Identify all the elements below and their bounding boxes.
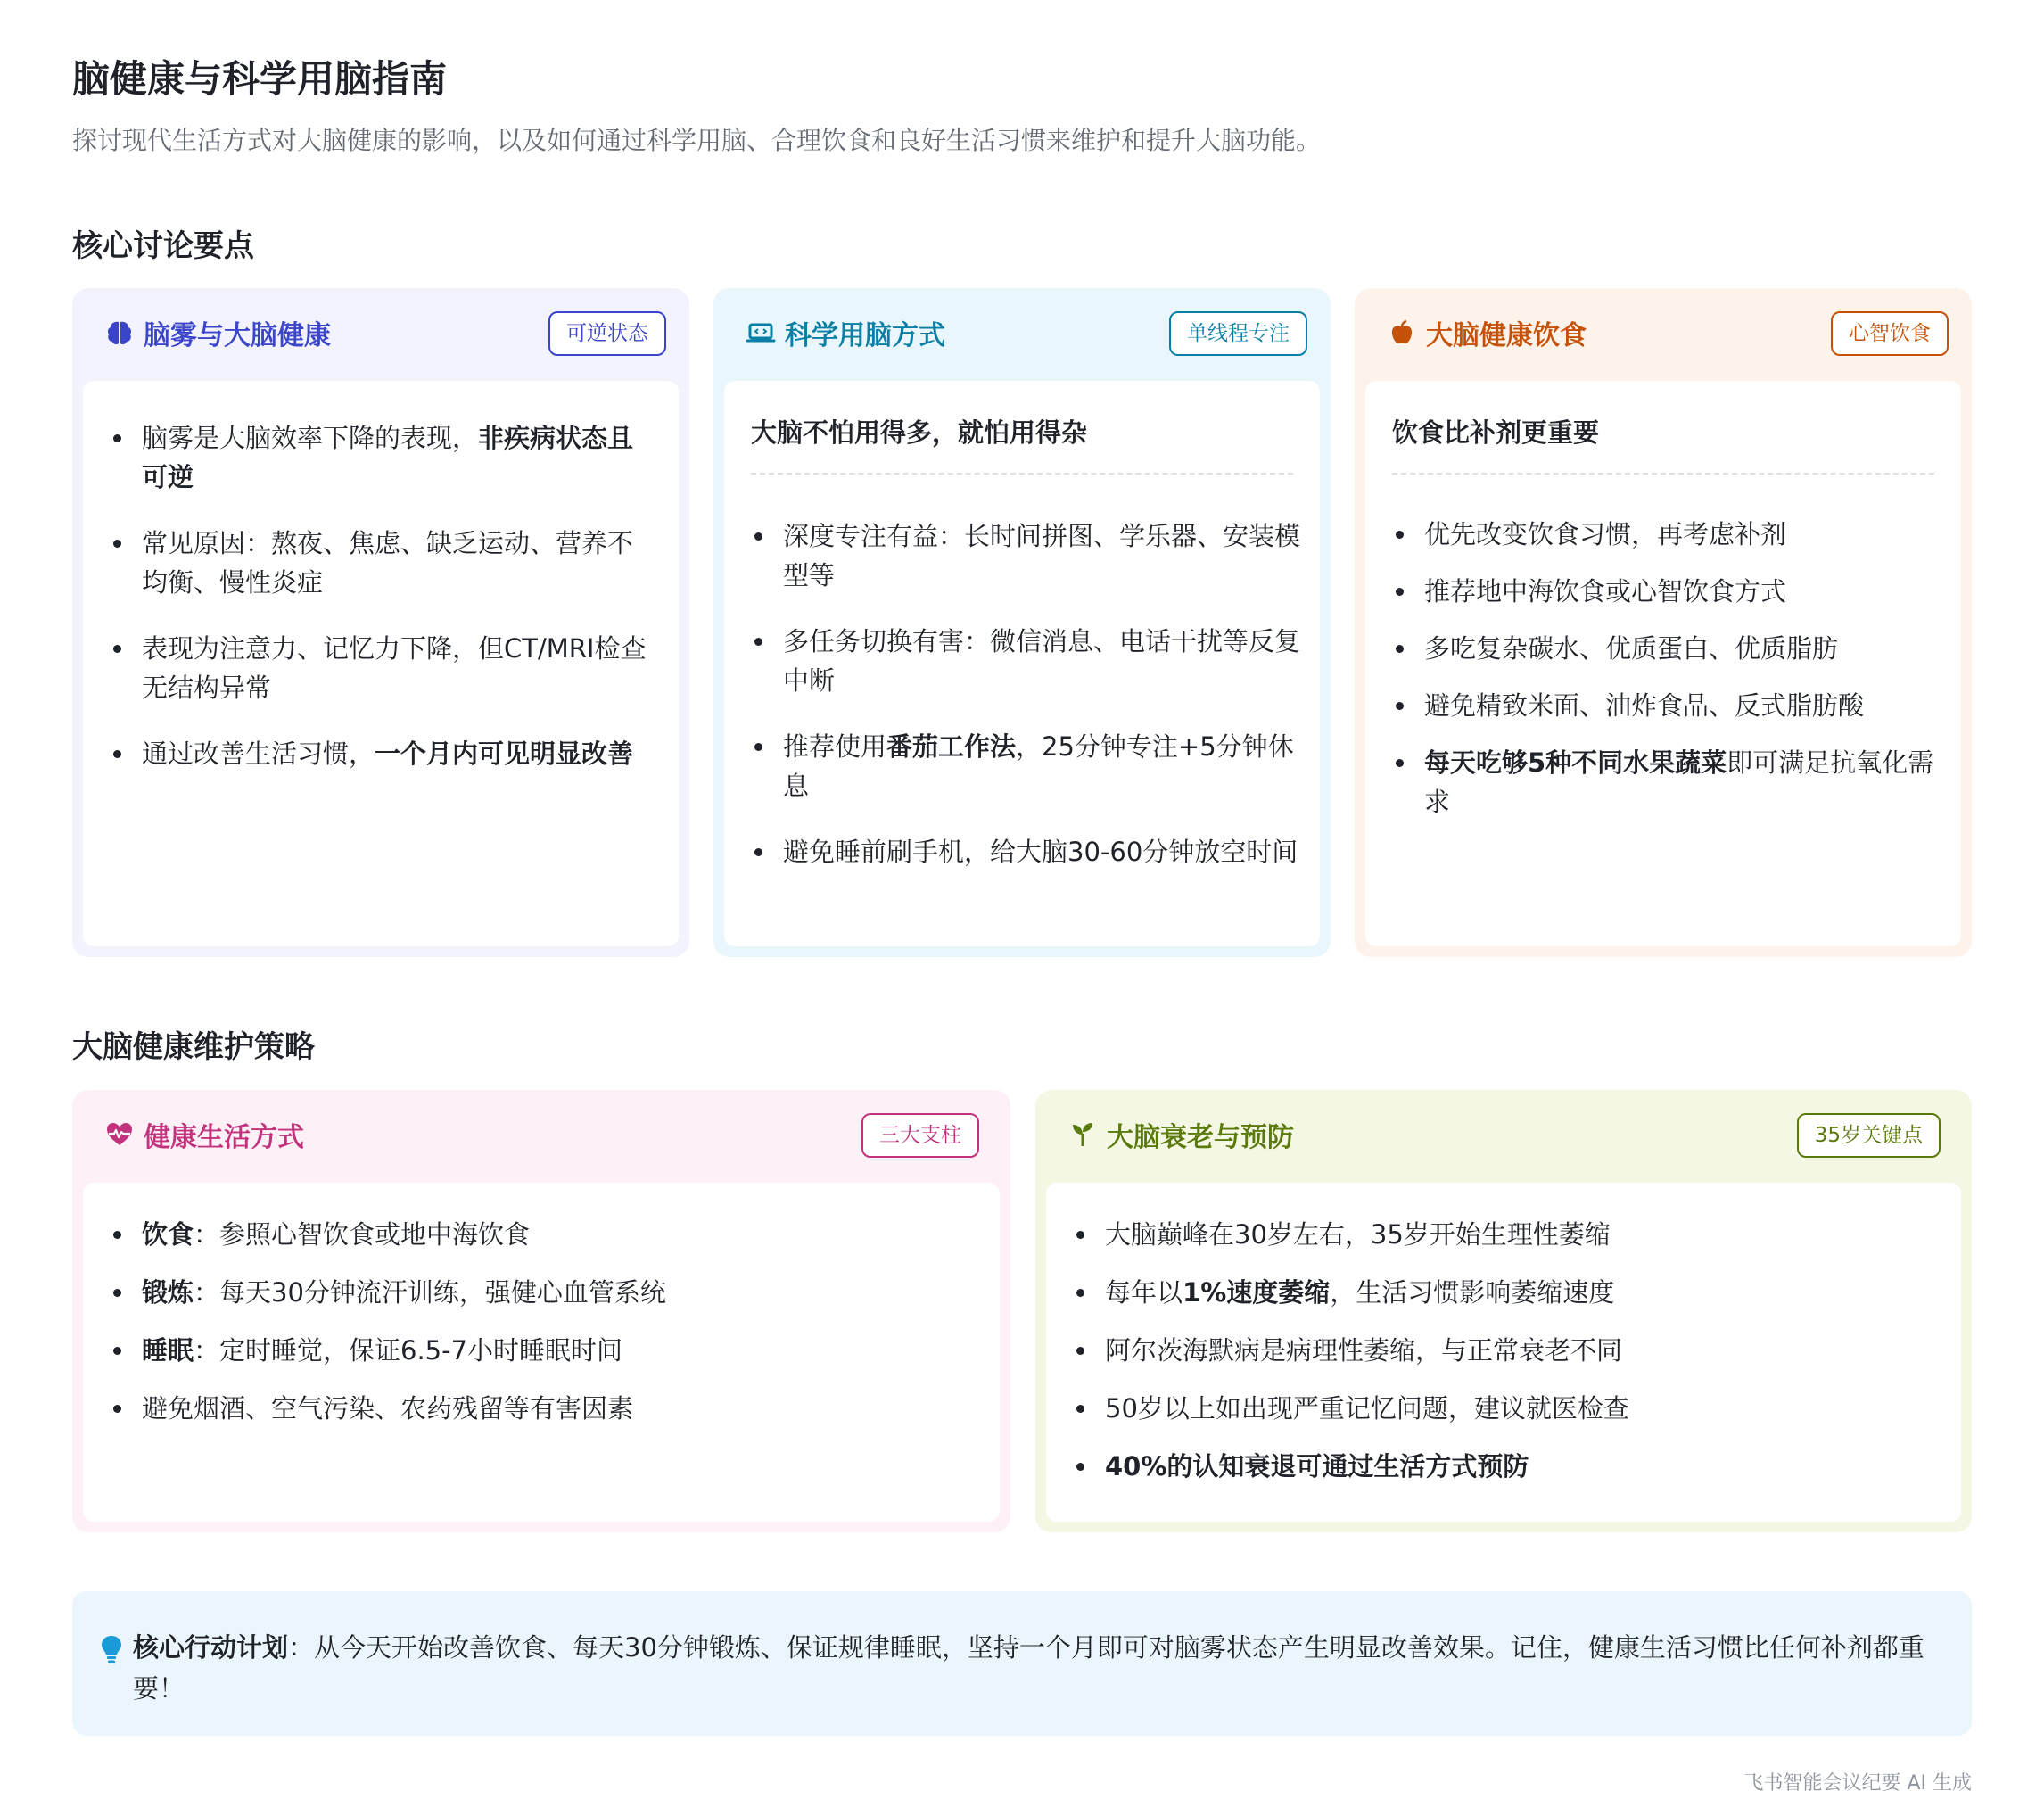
card-body (1365, 381, 1961, 946)
card-title (746, 313, 945, 352)
list-item-post: ：定时睡觉，保证6.5-7小时睡眠时间 (194, 1335, 623, 1366)
list-item-pre: 推荐使用 (783, 731, 887, 762)
list-item (110, 1273, 978, 1312)
status-badge: 单线程专注 (1169, 311, 1307, 356)
list-item (110, 418, 657, 497)
card-header (1035, 1090, 1972, 1183)
card-lead: 大脑不怕用得多，就怕用得杂 (751, 413, 1293, 475)
page-title: 脑健康与科学用脑指南 (72, 57, 448, 101)
list-item-pre: 多任务切换有害：微信消息、电话干扰等反复中断 (783, 626, 1301, 696)
list-item-post: ，25分钟专注+5分钟休息 (783, 731, 1294, 801)
laptop-code-icon (746, 318, 776, 348)
list-item (1073, 1273, 1940, 1312)
list-item-pre: 优先改变饮食习惯，再考虑补剂 (1424, 519, 1787, 549)
list-item-bold: 非疾病状态且可逆 (142, 423, 634, 492)
list-item-bold: 一个月内可见明显改善 (375, 739, 634, 769)
seedling-icon (1067, 1119, 1098, 1150)
card-body (724, 381, 1320, 946)
action-plan-text (133, 1627, 1934, 1709)
list-item (1392, 572, 1943, 611)
list-item (751, 832, 1302, 871)
action-plan-body: ：从今天开始改善饮食、每天30分钟锻炼、保证规律睡眠，坚持一个月即可对脑雾状态产生明显改善效果。记住，健康生活习惯比任何补剂都重要！ (133, 1632, 1924, 1704)
card-brain-fog (72, 288, 689, 957)
list-item (1073, 1331, 1940, 1370)
list-item-bold: 番茄工作法 (886, 731, 1017, 762)
list-item-pre: 50岁以上如出现严重记忆问题，建议就医检查 (1105, 1393, 1629, 1424)
action-plan-label: 核心行动计划 (133, 1632, 289, 1663)
page-subtitle: 探讨现代生活方式对大脑健康的影响，以及如何通过科学用脑、合理饮食和良好生活习惯来维护和提升大脑功能。 (72, 126, 1322, 155)
list-item (1392, 515, 1943, 554)
list-item-pre: 推荐地中海饮食或心智饮食方式 (1424, 576, 1787, 607)
list-item-pre: 常见原因：熬夜、焦虑、缺乏运动、营养不均衡、慢性炎症 (142, 528, 634, 598)
list-item (1392, 686, 1943, 725)
list-item-pre: 每年以 (1105, 1277, 1183, 1308)
section-title-strategy: 大脑健康维护策略 (72, 1029, 315, 1065)
brain-icon (104, 318, 135, 348)
card-title (104, 313, 331, 352)
list-item-pre: 表现为注意力、记忆力下降，但CT/MRI检查无结构异常 (142, 633, 647, 703)
section-title-core: 核心讨论要点 (72, 228, 254, 264)
card-title-text: 科学用脑方式 (785, 320, 945, 351)
list-item (751, 727, 1302, 805)
card-lead: 饮食比补剂更重要 (1392, 413, 1934, 475)
card-title-text: 健康生活方式 (144, 1122, 304, 1153)
card-header (1355, 288, 1972, 381)
card-title-text: 大脑健康饮食 (1426, 320, 1587, 351)
list-item-bold: 锻炼 (142, 1277, 194, 1308)
card-body (1046, 1183, 1961, 1522)
list-item-post: 即可满足抗氧化需求 (1424, 747, 1934, 817)
card-header (72, 288, 689, 381)
card-header (72, 1090, 1010, 1183)
list-item (110, 1331, 978, 1370)
list-item (1392, 629, 1943, 668)
list-item-pre: 大脑巅峰在30岁左右，35岁开始生理性萎缩 (1105, 1219, 1611, 1250)
card-body (83, 381, 679, 946)
card-title (1387, 313, 1587, 352)
list-item-bold: 睡眠 (142, 1335, 194, 1366)
list-item-post: ，生活习惯影响萎缩速度 (1330, 1277, 1615, 1308)
heart-pulse-icon (104, 1119, 135, 1150)
card-body (83, 1183, 1000, 1522)
card-title-text: 脑雾与大脑健康 (144, 320, 331, 351)
card-header (713, 288, 1331, 381)
list-item-bold: 1%速度萎缩 (1183, 1277, 1331, 1308)
bullet-list (1073, 1215, 1940, 1505)
apple-icon (1387, 318, 1417, 348)
list-item-pre: 多吃复杂碳水、优质蛋白、优质脂肪 (1424, 633, 1839, 664)
list-item (1073, 1389, 1940, 1428)
card-title (104, 1115, 304, 1154)
lightbulb-icon (99, 1634, 124, 1664)
list-item-post: ：每天30分钟流汗训练，强健心血管系统 (194, 1277, 666, 1308)
card-brain-aging (1035, 1090, 1972, 1532)
list-item (110, 1389, 978, 1428)
list-item-pre: 避免烟酒、空气污染、农药残留等有害因素 (142, 1393, 634, 1424)
list-item (751, 622, 1302, 700)
status-badge: 心智饮食 (1831, 311, 1949, 356)
bullet-list (1392, 515, 1943, 839)
card-healthy-lifestyle (72, 1090, 1010, 1532)
list-item-bold: 每天吃够5种不同水果蔬菜 (1424, 747, 1727, 778)
list-item-pre: 深度专注有益：长时间拼图、学乐器、安装模型等 (783, 521, 1301, 590)
card-title (1067, 1115, 1294, 1154)
list-item (1073, 1215, 1940, 1254)
list-item-pre: 通过改善生活习惯， (142, 739, 375, 769)
list-item-pre: 阿尔茨海默病是病理性萎缩，与正常衰老不同 (1105, 1335, 1623, 1366)
list-item (751, 516, 1302, 595)
list-item-pre: 避免精致米面、油炸食品、反式脂肪酸 (1424, 690, 1865, 721)
list-item (110, 524, 657, 602)
footer-credit: 飞书智能会议纪要 AI 生成 (1743, 1772, 1972, 1795)
bullet-list (751, 516, 1302, 898)
status-badge: 35岁关键点 (1797, 1113, 1941, 1158)
list-item-bold: 40%的认知衰退可通过生活方式预防 (1105, 1451, 1529, 1482)
action-plan-note (72, 1591, 1972, 1736)
status-badge: 三大支柱 (861, 1113, 979, 1158)
list-item (1392, 743, 1943, 821)
list-item (110, 629, 657, 707)
card-scientific-brain-use (713, 288, 1331, 957)
list-item-pre: 避免睡前刷手机，给大脑30-60分钟放空时间 (783, 837, 1298, 867)
card-brain-diet (1355, 288, 1972, 957)
list-item (110, 734, 657, 773)
bullet-list (110, 1215, 978, 1447)
list-item (1073, 1447, 1940, 1486)
list-item (110, 1215, 978, 1254)
list-item-pre: 脑雾是大脑效率下降的表现， (142, 423, 479, 453)
list-item-bold: 饮食 (142, 1219, 194, 1250)
card-title-text: 大脑衰老与预防 (1107, 1122, 1294, 1153)
list-item-post: ：参照心智饮食或地中海饮食 (194, 1219, 531, 1250)
status-badge: 可逆状态 (548, 311, 666, 356)
bullet-list (110, 418, 657, 800)
